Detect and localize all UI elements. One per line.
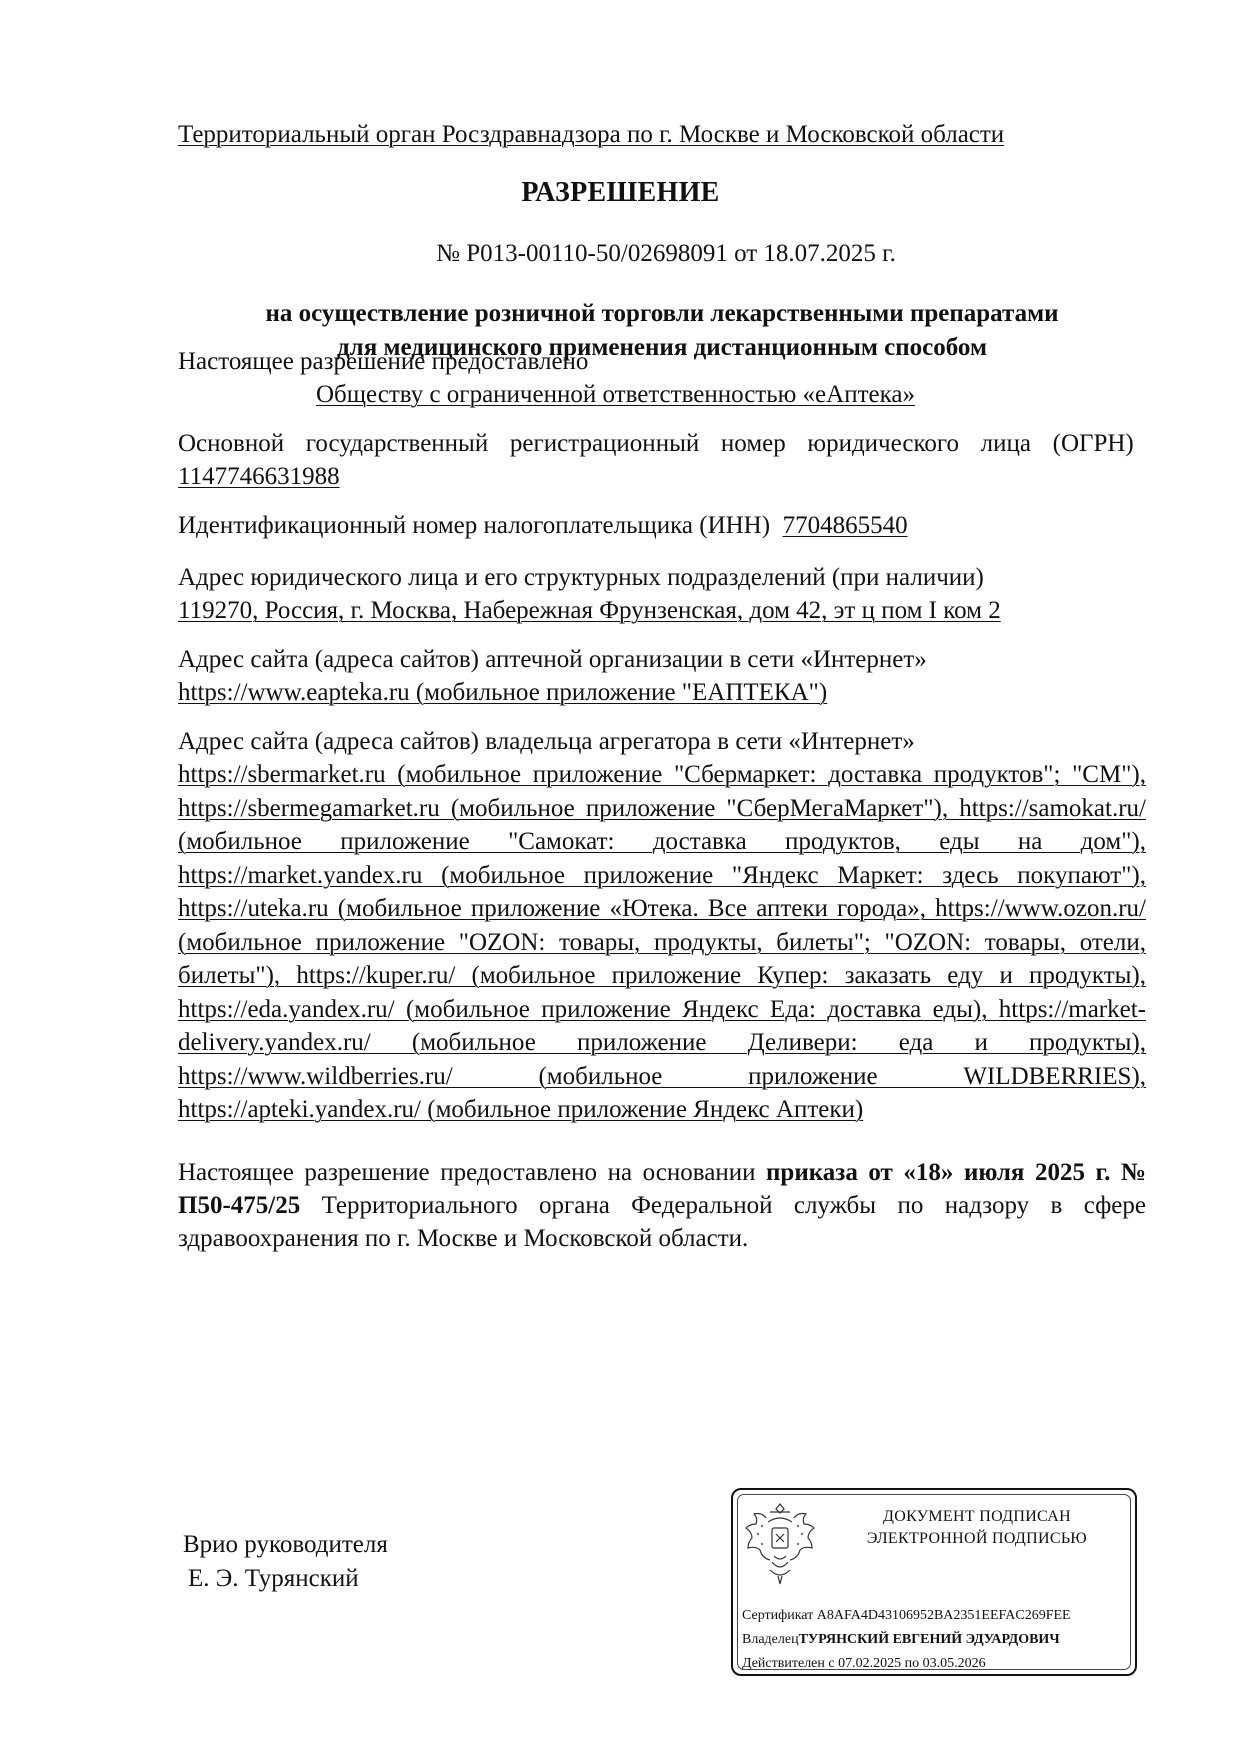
validity-line: Действителен с 07.02.2025 по 03.05.2026 xyxy=(742,1656,986,1671)
purpose-line-1: на осуществление розничной торговли лекарственными препаратами xyxy=(265,300,1059,327)
basis-text-after: Территориального органа Федеральной службы по надзору в сфере здравоохранения по г. Москве и Московской области. xyxy=(178,1192,1146,1252)
aggregator-sites-section xyxy=(178,725,1146,1127)
electronic-signature-stamp xyxy=(731,1488,1137,1676)
basis-section xyxy=(178,1156,1146,1255)
basis-order: приказа от «18» июля 2025 г. № П50-475/25 xyxy=(178,1159,1147,1219)
owner-value: ТУРЯНСКИЙ ЕВГЕНИЙ ЭДУАРДОВИЧ xyxy=(798,1632,1060,1647)
pharmacy-sites-label: Адрес сайта (адреса сайтов) аптечной организации в сети «Интернет» xyxy=(178,646,927,673)
aggregator-sites-label: Адрес сайта (адреса сайтов) владельца агрегатора в сети «Интернет» xyxy=(178,728,915,755)
address-value: 119270, Россия, г. Москва, Набережная Фрунзенская, дом 42, эт ц пом I ком 2 xyxy=(178,597,1001,624)
owner-label: Владелец xyxy=(742,1632,799,1647)
ogrn-label: Основной государственный регистрационный номер юридического лица (ОГРН) xyxy=(178,430,1134,457)
certificate-value: A8AFA4D43106952BA2351EEFAC269FEE xyxy=(816,1608,1071,1623)
inn-value: 7704865540 xyxy=(782,512,908,539)
purpose-line-2: для медицинского применения дистанционным способом xyxy=(337,334,987,361)
stamp-heading-line-2: ЭЛЕКТРОННОЙ ПОДПИСЬЮ xyxy=(866,1530,1088,1547)
stamp-heading xyxy=(845,1506,1109,1550)
pharmacy-sites-section xyxy=(178,643,1146,709)
inn-section xyxy=(178,509,1146,542)
aggregator-sites-value: https://sbermarket.ru (мобильное приложение "Сбермаркет: доставка продуктов"; "СМ"), https://sbermegamarket.ru (мобильное приложение "СберМегаМаркет"), https://samokat.ru/ (мобильное приложение "Самокат: доставка продуктов, еды на дом"), https://market.yandex.ru (мобильное приложение "Яндекс Маркет: здесь покупают"), https://uteka.ru (мобильное приложение «Ютека. Все аптеки города», https://www.ozon.ru/ (мобильное приложение "OZON: товары, продукты, билеты"; "OZON: товары, отели, билеты"), https://kuper.ru/ (мобильное приложение Купер: заказать еду и продукты), https://eda.yandex.ru/ (мобильное приложение Яндекс Еда: доставка еды), https://market-delivery.yandex.ru/ (мобильное приложение Деливери: еда и продукты), https://www.wildberries.ru/ (мобильное приложение WILDBERRIES), https://apteki.yandex.ru/ (мобильное приложение Яндекс Аптеки) xyxy=(178,761,1146,1123)
pharmacy-sites-value: https://www.eapteka.ru (мобильное приложение "ЕАПТЕКА") xyxy=(178,679,828,706)
coat-of-arms-icon xyxy=(744,1500,816,1586)
basis-text-before: Настоящее разрешение предоставлено на основании xyxy=(178,1159,767,1186)
certificate-label: Сертификат xyxy=(742,1608,814,1623)
stamp-heading-line-1: ДОКУМЕНТ ПОДПИСАН xyxy=(883,1508,1071,1525)
inn-label: Идентификационный номер налогоплательщика (ИНН) xyxy=(178,512,771,539)
certificate-line xyxy=(742,1608,1071,1624)
document-title: РАЗРЕШЕНИЕ xyxy=(521,177,720,208)
address-label: Адрес юридического лица и его структурных подразделений (при наличии) xyxy=(178,564,984,591)
signatory-title: Врио руководителя xyxy=(183,1531,388,1558)
grantee-name: Обществу с ограниченной ответственностью «еАптека» xyxy=(316,381,915,408)
ogrn-section xyxy=(178,427,1146,493)
owner-line xyxy=(742,1632,1060,1648)
grantee-section xyxy=(178,345,1146,411)
grantee-label: Настоящее разрешение предоставлено xyxy=(178,348,589,375)
permit-number: № Р013-00110-50/02698091 от 18.07.2025 г. xyxy=(436,240,896,267)
ogrn-value: 1147746631988 xyxy=(178,463,340,490)
address-section xyxy=(178,561,1146,627)
issuing-authority: Территориальный орган Росздравнадзора по г. Москве и Московской области xyxy=(178,121,1005,148)
signatory-name: Е. Э. Турянский xyxy=(188,1565,359,1592)
